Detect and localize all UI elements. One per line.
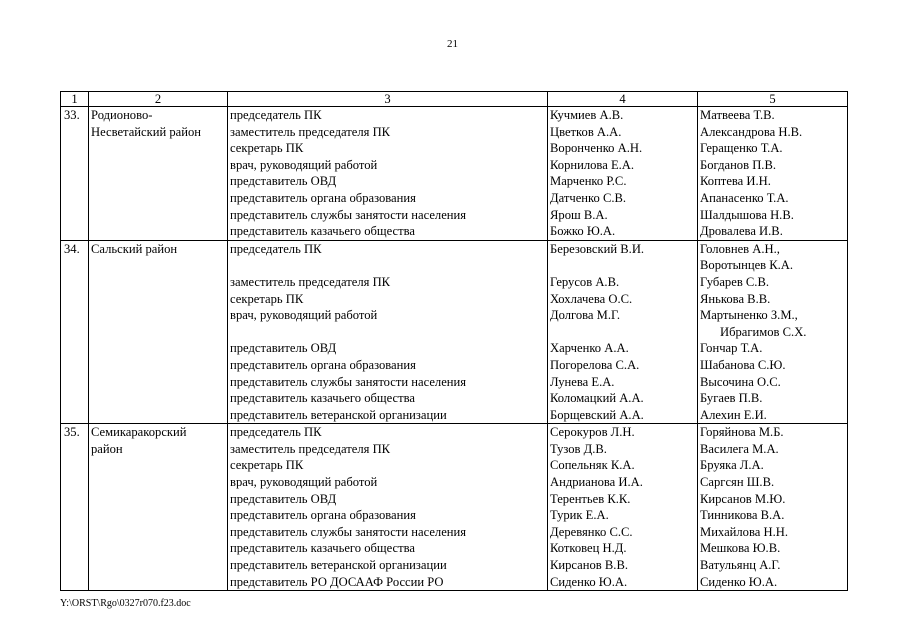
reserve-name: Мартыненко З.М.,	[700, 308, 798, 323]
person-name: Борщевский А.А.	[550, 407, 644, 422]
role-text: заместитель председателя ПК	[230, 124, 391, 139]
header-cell: 3	[228, 92, 548, 107]
reserve-name: Горяйнова М.Б.	[700, 425, 784, 440]
role-text: секретарь ПК	[230, 291, 304, 306]
reserve-name: Губарев С.В.	[700, 274, 770, 289]
district-name: Сальский район	[91, 241, 178, 256]
role-text: заместитель председателя ПК	[230, 274, 391, 289]
role-text	[230, 324, 545, 341]
table-row	[61, 424, 848, 591]
role-cell	[228, 107, 548, 241]
role-text: секретарь ПК	[230, 141, 304, 156]
person-name: Серокуров Л.Н.	[550, 425, 635, 440]
reserve-name: Саргсян Ш.В.	[700, 475, 775, 490]
district-name: Родионово-	[91, 108, 153, 122]
role-text: заместитель председателя ПК	[230, 441, 391, 456]
person-name: Тузов Д.В.	[550, 441, 607, 456]
person-name: Сиденко Ю.А.	[550, 574, 628, 589]
reserve-name: Шалдышова Н.В.	[700, 207, 794, 222]
person-name: Котковец Н.Д.	[550, 541, 627, 556]
table-row	[61, 240, 848, 424]
role-text: председатель ПК	[230, 108, 322, 122]
page-number: 21	[447, 38, 458, 50]
person-name: Терентьев К.К.	[550, 491, 631, 506]
reserve-name: Коптева И.Н.	[700, 174, 771, 189]
role-text: представитель РО ДОСААФ России РО	[230, 574, 444, 589]
reserve-name: Богданов П.В.	[700, 157, 776, 172]
header-cell: 4	[548, 92, 698, 107]
district-cell	[89, 107, 228, 241]
reserve-name: Василега М.А.	[700, 441, 779, 456]
person-name: Датченко С.В.	[550, 190, 627, 205]
role-text: представитель службы занятости населения	[230, 207, 467, 222]
person-name: Погорелова С.А.	[550, 357, 640, 372]
person-name	[550, 324, 695, 341]
person-name: Коломацкий А.А.	[550, 391, 644, 406]
row-number: 34.	[61, 240, 89, 424]
role-text: представитель органа образования	[230, 190, 416, 205]
reserve-name: Сиденко Ю.А.	[700, 574, 778, 589]
role-text: представитель казачьего общества	[230, 391, 415, 406]
person-name: Лунева Е.А.	[550, 374, 615, 389]
person-name: Кучмиев А.В.	[550, 108, 624, 122]
reserve-name: Головнев А.Н.,	[700, 241, 780, 256]
role-text: представитель органа образования	[230, 508, 416, 523]
person-name: Долгова М.Г.	[550, 308, 621, 323]
reserve-name: Янькова В.В.	[700, 291, 771, 306]
person-name: Цветков А.А.	[550, 124, 622, 139]
person-cell	[548, 240, 698, 424]
role-text: секретарь ПК	[230, 458, 304, 473]
role-cell	[228, 240, 548, 424]
reserve-name: Тинникова В.А.	[700, 508, 785, 523]
person-cell	[548, 424, 698, 591]
reserve-cell	[698, 107, 848, 241]
reserve-name: Бугаев П.В.	[700, 391, 763, 406]
person-name: Кирсанов В.В.	[550, 558, 628, 573]
reserve-name: Мешкова Ю.В.	[700, 541, 781, 556]
role-text: представитель ОВД	[230, 341, 337, 356]
reserve-name: Воротынцев К.А.	[700, 258, 794, 273]
role-text: председатель ПК	[230, 425, 322, 440]
header-cell: 5	[698, 92, 848, 107]
file-path-footer: Y:\ORST\Rgo\0327r070.f23.doc	[60, 598, 191, 609]
reserve-cell	[698, 424, 848, 591]
role-text: представитель ОВД	[230, 174, 337, 189]
role-text: председатель ПК	[230, 241, 322, 256]
role-text: представитель органа образования	[230, 357, 416, 372]
role-text: представитель ОВД	[230, 491, 337, 506]
reserve-name: Михайлова Н.Н.	[700, 524, 788, 539]
role-text: представитель ветеранской организации	[230, 407, 447, 422]
district-cell	[89, 240, 228, 424]
person-name: Березовский В.И.	[550, 241, 645, 256]
reserve-name: Ватульянц А.Г.	[700, 558, 781, 573]
reserve-name: Алехин Е.И.	[700, 407, 767, 422]
person-name: Воронченко А.Н.	[550, 141, 643, 156]
role-text: врач, руководящий работой	[230, 157, 378, 172]
row-number: 35.	[61, 424, 89, 591]
row-number: 33.	[61, 107, 89, 241]
role-text: врач, руководящий работой	[230, 475, 378, 490]
header-cell: 2	[89, 92, 228, 107]
reserve-name: Геращенко Т.А.	[700, 141, 783, 156]
role-text: врач, руководящий работой	[230, 308, 378, 323]
reserve-cell	[698, 240, 848, 424]
person-name: Марченко Р.С.	[550, 174, 627, 189]
role-text: представитель службы занятости населения	[230, 374, 467, 389]
role-text	[230, 257, 545, 274]
person-name: Хохлачева О.С.	[550, 291, 633, 306]
role-text: представитель службы занятости населения	[230, 524, 467, 539]
district-name: Семикаракорский	[91, 425, 187, 440]
person-name: Божко Ю.А.	[550, 224, 616, 239]
district-cell	[89, 424, 228, 591]
role-cell	[228, 424, 548, 591]
person-name: Андрианова И.А.	[550, 475, 643, 490]
reserve-name: Дровалева И.В.	[700, 224, 783, 239]
person-name: Деревянко С.С.	[550, 524, 633, 539]
reserve-name: Шабанова С.Ю.	[700, 357, 786, 372]
district-name: район	[91, 441, 123, 456]
role-text: представитель казачьего общества	[230, 541, 415, 556]
reserve-name: Кирсанов М.Ю.	[700, 491, 786, 506]
person-name: Герусов А.В.	[550, 274, 620, 289]
reserve-name: Гончар Т.А.	[700, 341, 763, 356]
person-name: Турик Е.А.	[550, 508, 609, 523]
role-text: представитель казачьего общества	[230, 224, 415, 239]
reserve-name: Высочина О.С.	[700, 374, 781, 389]
reserve-name: Ибрагимов С.Х.	[720, 324, 807, 339]
role-text: представитель ветеранской организации	[230, 558, 447, 573]
person-name: Харченко А.А.	[550, 341, 629, 356]
table-row	[61, 107, 848, 241]
district-name: Несветайский район	[91, 124, 202, 139]
reserve-name: Александрова Н.В.	[700, 124, 803, 139]
reserve-name: Матвеева Т.В.	[700, 108, 775, 122]
reserve-name: Апанасенко Т.А.	[700, 190, 789, 205]
person-name: Сопельняк К.А.	[550, 458, 635, 473]
person-name: Ярош В.А.	[550, 207, 608, 222]
header-cell: 1	[61, 92, 89, 107]
person-name	[550, 257, 695, 274]
reserve-name: Бруяка Л.А.	[700, 458, 764, 473]
person-cell	[548, 107, 698, 241]
commission-table	[60, 91, 848, 591]
table-header-row	[61, 92, 848, 107]
person-name: Корнилова Е.А.	[550, 157, 635, 172]
